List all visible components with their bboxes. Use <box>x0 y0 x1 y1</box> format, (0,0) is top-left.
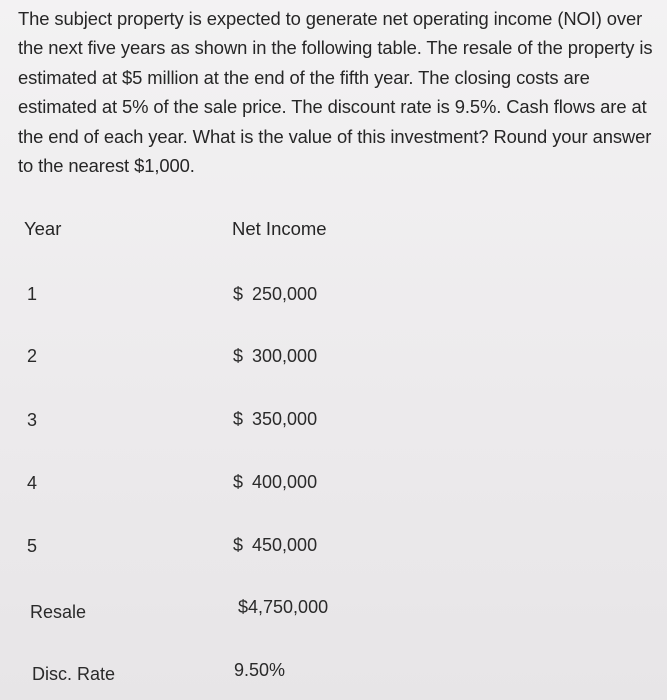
net-income-cell-1 <box>233 284 317 305</box>
resale-label: Resale <box>30 602 87 622</box>
year-cell-4: 4 <box>27 473 38 493</box>
net-income-cell-5 <box>233 535 317 556</box>
year-cell-5: 5 <box>27 536 38 556</box>
currency-symbol: $ <box>233 409 244 429</box>
currency-symbol: $ <box>233 284 244 304</box>
currency-symbol: $ <box>233 346 244 366</box>
year-column-header: Year <box>24 218 62 239</box>
question-text: The subject property is expected to generate net operating income (NOI) over the next five years as shown in the following table. The resale of the property is estimated at $5 million at the end of the fifth year. The closing costs are estimated at 5% of the sale price. The discount rate is 9.5%. Cash flows are at the end of each year. What is the value of this investment? Round your answer to the nearest $1,000. <box>18 8 653 177</box>
disc-rate-label: Disc. Rate <box>32 664 116 684</box>
net-income-cell-2 <box>233 346 317 367</box>
currency-symbol: $ <box>233 535 244 555</box>
disc-rate-value: 9.50% <box>234 660 286 680</box>
net-income-value: 250,000 <box>252 284 318 304</box>
net-income-value: 300,000 <box>252 346 318 366</box>
net-income-value: 450,000 <box>252 535 318 555</box>
net-income-value: 350,000 <box>252 409 318 429</box>
net-income-cell-3 <box>233 409 317 430</box>
net-income-column-header: Net Income <box>232 218 327 239</box>
year-cell-3: 3 <box>27 410 38 430</box>
year-cell-1: 1 <box>27 284 38 304</box>
year-cell-2: 2 <box>27 346 38 366</box>
net-income-cell-4 <box>233 472 317 493</box>
currency-symbol: $ <box>233 472 244 492</box>
resale-value: $4,750,000 <box>238 597 329 617</box>
net-income-value: 400,000 <box>252 472 318 492</box>
